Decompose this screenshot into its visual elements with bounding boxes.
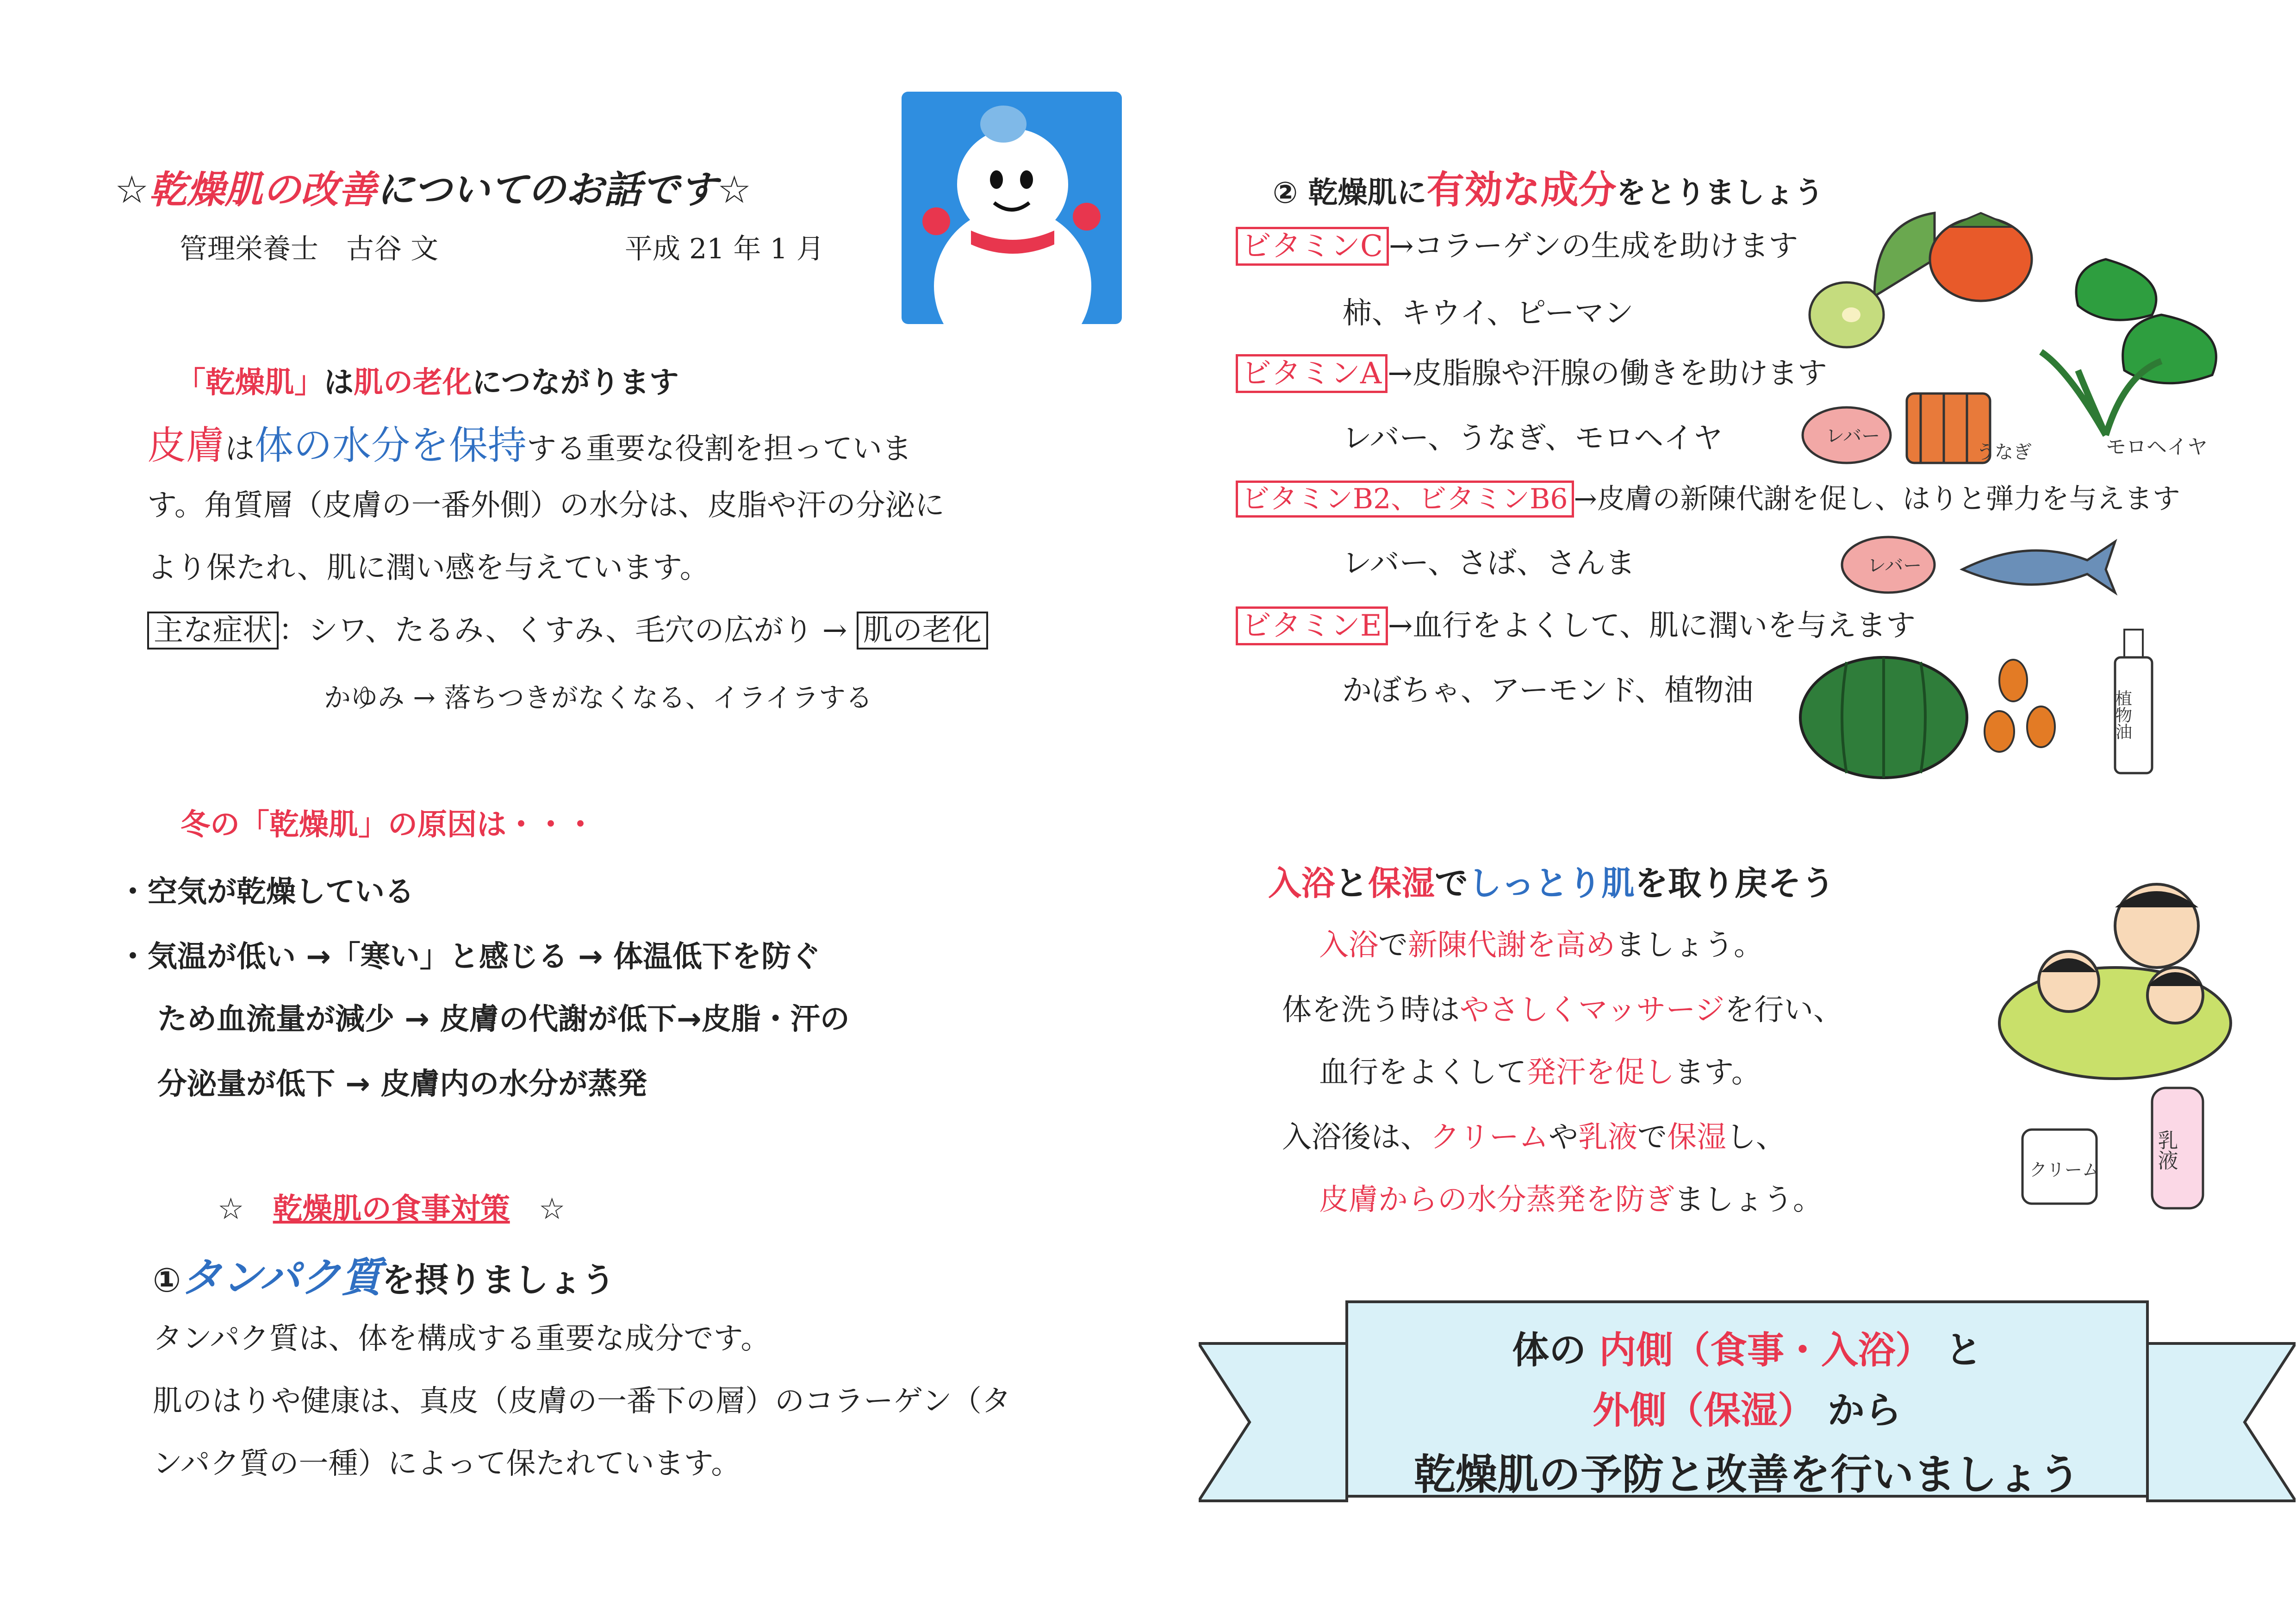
nutrients-heading: [1273, 160, 1823, 214]
symptoms-text: ：シワ、たるみ、くすみ、毛穴の広がり →: [279, 613, 847, 648]
green-pepper-icon: [2076, 259, 2216, 383]
milk-word: 乳液: [1578, 1120, 1637, 1155]
title-rest: についてのお話です: [376, 168, 717, 212]
skin-word: 皮膚: [147, 423, 225, 468]
summary-banner: [1199, 1293, 2296, 1533]
fish-icon: [1962, 542, 2115, 593]
page-title: [115, 160, 751, 214]
milk-label: 乳液: [2154, 1130, 2178, 1170]
bath-heading-rest: を取り戻そう: [1635, 864, 1835, 903]
vitamin-b-foods: レバー、さば、さんま: [1342, 546, 1635, 581]
almond-icon: [1985, 660, 2055, 752]
liver-label: レバー: [1826, 425, 1880, 447]
title-star-left: ☆: [115, 168, 149, 212]
nutrients-heading-red: 有効な成分: [1426, 168, 1617, 212]
banner-line2: [1199, 1380, 2296, 1434]
bath-line5-red: 皮膚からの水分蒸発を防ぎ: [1319, 1183, 1674, 1217]
symptoms-result: 肌の老化: [857, 612, 988, 650]
vitamin-a-effect: →皮脂腺や汗腺の働きを助けます: [1388, 356, 1827, 391]
moist-skin-word: しっとり肌: [1468, 864, 1635, 903]
pumpkin-icon: [1800, 657, 1967, 778]
protein-subheading: [153, 1245, 615, 1304]
bath-line4: [1282, 1113, 1786, 1156]
para1-line2: す。角質層（皮膚の一番外側）の水分は、皮脂や汗の分泌に: [147, 488, 945, 523]
cause-bullet-1: ・空気が乾燥している: [118, 875, 414, 909]
symptoms-line2: かゆみ → 落ちつきがなくなる、イライラする: [324, 682, 873, 713]
moisturize-word: 保湿: [1667, 1120, 1726, 1155]
nutrients-heading-2: をとりましょう: [1616, 176, 1824, 210]
cause-bullet-2-line1: ・気温が低い →「寒い」と感じる → 体温低下を防ぐ: [118, 940, 821, 974]
vitamin-c-label: ビタミンC: [1236, 227, 1389, 266]
quote-open: 「: [176, 366, 205, 400]
title-star-right: ☆: [717, 168, 752, 212]
vitamin-e-effect: →血行をよくして、肌に潤いを与えます: [1388, 609, 1916, 643]
cream-word: クリーム: [1430, 1120, 1549, 1155]
vitamin-a-label: ビタミンA: [1236, 354, 1388, 393]
vitamin-c-foods: 柿、キウイ、ピーマン: [1342, 296, 1634, 331]
cream-jar-icon: [2022, 1130, 2100, 1204]
quote-close: 」: [294, 366, 324, 400]
oil-label: 植物油: [2113, 690, 2132, 740]
bath-line3-a: 血行をよくして: [1319, 1056, 1526, 1090]
para1-rest: する重要な役割を担っていま: [527, 432, 912, 466]
snowman-illustration: [902, 92, 1122, 324]
bath-line3-red: 発汗を促し: [1526, 1056, 1674, 1090]
bath-line1-red: 入浴: [1319, 928, 1378, 962]
star-left: ☆: [218, 1192, 244, 1226]
banner-line3: 乾燥肌の予防と改善を行いましょう: [1414, 1450, 2080, 1499]
bath-line3: [1319, 1049, 1761, 1091]
symptoms-label: 主な症状: [147, 612, 279, 650]
bath-line2-b: を行い、: [1724, 993, 1843, 1027]
bath-line1-rest: ましょう。: [1615, 928, 1763, 962]
bath-line5: [1319, 1176, 1823, 1218]
protein-line1: タンパク質は、体を構成する重要な成分です。: [153, 1322, 771, 1356]
particle: は: [324, 366, 354, 400]
protein-line2: 肌のはりや健康は、真皮（皮膚の一番下の層）のコラーゲン（タ: [153, 1384, 1011, 1418]
liver-label-2: レバー: [1867, 555, 1922, 576]
particle: は: [225, 432, 255, 466]
date: 平成 21 年 1 月: [625, 233, 824, 265]
molokheiya-label: モロヘイヤ: [2106, 435, 2208, 459]
eel-icon: [1907, 394, 2032, 463]
protein-rest: を摂りましょう: [381, 1261, 615, 1299]
protein-line3: ンパク質の一種）によって保たれています。: [153, 1447, 741, 1481]
bath-line1-red2: 新陳代謝を高め: [1408, 928, 1615, 962]
family-bath-icon: [1999, 884, 2231, 1079]
particle: や: [1549, 1120, 1578, 1155]
banner-outside: 外側（保湿）: [1593, 1389, 1815, 1432]
para1-line3: より保たれ、肌に潤い感を与えています。: [147, 551, 709, 585]
banner-line1-a: 体の: [1512, 1329, 1587, 1372]
banner-line2-b: から: [1827, 1389, 1902, 1432]
liver-icon-2: [1842, 537, 1935, 593]
particle: で: [1435, 864, 1468, 903]
bath-illustration: [1985, 870, 2245, 1231]
bath-line5-rest: ましょう。: [1674, 1183, 1823, 1217]
para1-line1: [147, 414, 912, 470]
symptoms-line1: [147, 606, 988, 649]
bath-line2-red: やさしくマッサージ: [1460, 993, 1725, 1027]
milk-bottle-icon: [2152, 1088, 2203, 1208]
bath-line2: [1282, 986, 1843, 1029]
oil-bottle-icon: [2113, 630, 2153, 773]
vitamin-e-foods: かぼちゃ、アーモンド、植物油: [1342, 674, 1754, 708]
banner-line1: [1199, 1320, 2296, 1374]
cream-label: クリーム: [2029, 1160, 2100, 1180]
aging-tail: につながります: [472, 366, 679, 400]
title-highlight: 乾燥肌の改善: [149, 168, 377, 212]
kiwi-icon: [1810, 282, 1884, 347]
skin-aging-word: 肌の老化: [354, 366, 472, 400]
protein-word: タンパク質: [180, 1254, 382, 1301]
keep-water-word: 体の水分を保持: [255, 423, 527, 468]
bath-heading: [1268, 856, 1835, 905]
food-illustrations: [1782, 176, 2296, 787]
cause-bullet-2-line2: ため血流量が減少 → 皮膚の代謝が低下→皮脂・汗の: [157, 1002, 850, 1037]
author: 管理栄養士 古谷 文: [180, 233, 439, 265]
bath-line4-a: 入浴後は、: [1282, 1120, 1430, 1155]
vitamin-a-line: [1236, 350, 1827, 392]
cause-heading: 冬の「乾燥肌」の原因は・・・: [180, 808, 595, 842]
nutrients-heading-1: 乾燥肌に: [1308, 176, 1427, 210]
aging-heading: [176, 359, 679, 401]
bath-line2-a: 体を洗う時は: [1282, 993, 1460, 1027]
banner-line1-b: と: [1945, 1329, 1982, 1372]
particle: で: [1378, 928, 1408, 962]
bath-word: 入浴: [1268, 864, 1335, 903]
vitamin-c-effect: →コラーゲンの生成を助けます: [1388, 229, 1798, 263]
vitamin-b-label: ビタミンB2、ビタミンB6: [1236, 481, 1574, 518]
diet-heading: [218, 1185, 565, 1228]
vitamin-a-foods: レバー、うなぎ、モロヘイヤ: [1342, 421, 1723, 456]
banner-inside: 内側（食事・入浴）: [1599, 1329, 1932, 1372]
number-two: ②: [1273, 176, 1298, 210]
diet-heading-text: 乾燥肌の食事対策: [273, 1192, 510, 1226]
liver-icon: [1803, 407, 1891, 463]
moisture-word: 保湿: [1368, 864, 1435, 903]
number-one: ①: [153, 1261, 181, 1299]
dry-skin-word: 乾燥肌: [205, 366, 294, 400]
cause-bullet-2-line3: 分泌量が低下 → 皮膚内の水分が蒸発: [157, 1067, 647, 1101]
star-right: ☆: [538, 1192, 566, 1226]
particle: で: [1637, 1120, 1667, 1155]
bath-line4-b: し、: [1726, 1120, 1786, 1155]
particle: と: [1335, 864, 1369, 903]
eel-label: うなぎ: [1976, 442, 2032, 463]
bath-line1: [1319, 921, 1763, 964]
bath-line3-b: ます。: [1674, 1056, 1761, 1090]
vitamin-e-label: ビタミンE: [1236, 606, 1388, 645]
vitamin-b-effect: →皮膚の新陳代謝を促し、はりと弾力を与えます: [1574, 483, 2180, 515]
persimmon-icon: [1874, 213, 2032, 301]
vitamin-c-line: [1236, 222, 1798, 265]
